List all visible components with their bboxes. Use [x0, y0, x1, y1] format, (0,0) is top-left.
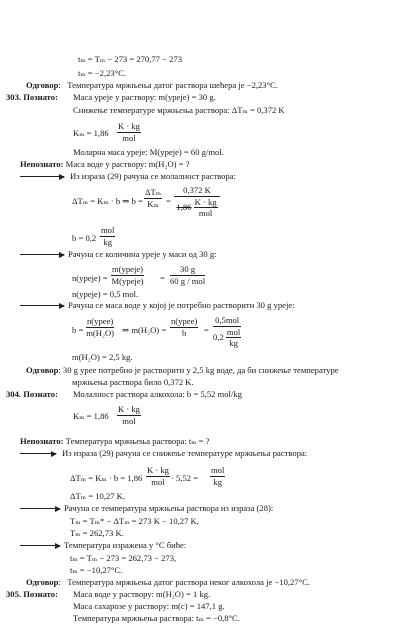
step-line: Рачуна се маса воде у којој је потребно растворити 30 g уреје:: [68, 300, 295, 310]
arrow-icon: [20, 508, 60, 509]
equation-line: tₘ = Tₘ − 273 = 262,73 − 273,: [70, 553, 177, 563]
arrow-icon: [20, 453, 56, 454]
known-line: Температура мржњења раствора: tₘ = −0,8°C.: [73, 613, 240, 623]
fraction: [146, 466, 170, 486]
fraction-denominator: kg: [103, 236, 112, 247]
fraction: [100, 226, 115, 246]
unknown-text: Температура мржњења раствора: tₘ = ?: [65, 436, 210, 446]
problem-header: 305. Познато:: [6, 589, 58, 599]
fraction: [170, 317, 198, 337]
fraction-numerator: K · kg: [118, 404, 140, 414]
known-line: Молалност раствора алкохола: b = 5,52 mol/kg: [73, 389, 242, 399]
known-line: Маса уреје у раствору: m(уреје) = 30 g.: [73, 92, 216, 102]
unknown-label: Непознато: [20, 159, 61, 169]
step-line: Из израза (29) рачуна се снижење температуре мржњења раствора:: [62, 448, 308, 458]
equation-line: ΔTₘ = 10,27 K.: [70, 491, 126, 501]
fraction: [174, 186, 220, 218]
fraction-numerator: mol: [101, 225, 115, 235]
answer-text: 30 g урее потребно је растворити у 2,5 kg воде, да би снижење температуре: [62, 365, 339, 375]
problem-header: 304. Познато:: [6, 389, 58, 399]
answer-text: Температура мржњења датог раствора шећера је −2,23°C.: [67, 80, 278, 90]
fraction-numerator: ΔTₘ: [145, 187, 162, 197]
equals-sign: =: [204, 325, 209, 335]
fraction-denominator: [174, 197, 220, 218]
answer-label: Одговор: [26, 80, 59, 90]
problem-number: 304.: [6, 389, 22, 399]
arrow-icon: [20, 254, 64, 255]
fraction-denominator: kg: [229, 338, 238, 349]
arrow-icon: [20, 305, 64, 306]
fraction: [111, 265, 144, 285]
fraction: [213, 316, 241, 348]
arrow-icon: [20, 176, 64, 177]
fraction: [117, 405, 141, 425]
equation-line: n(уреје) =: [72, 273, 108, 283]
answer-label: Одговор: [26, 577, 59, 587]
answer-label: Одговор: [26, 365, 59, 375]
fraction-numerator: mol: [211, 465, 225, 475]
fraction: [117, 122, 141, 142]
fraction: [226, 328, 241, 348]
known-line: Снижење температуре мржњења раствора: ΔTₘ = 0,372 K: [73, 105, 285, 115]
fraction: [144, 188, 162, 208]
fraction: [210, 466, 225, 486]
answer-text: Температура мржњења датог раствора неког алкохола је −10,27°C.: [67, 577, 310, 587]
equation-line: ΔTₘ = Kₘ · b ⇒ b =: [72, 196, 143, 206]
fraction-numerator: K · kg: [147, 465, 169, 475]
step-line: Из израза (29) рачуна се молалност раствора:: [70, 171, 236, 181]
problem-header: 303. Познато:: [6, 92, 58, 102]
step-line: Температура изражена у °C биће:: [64, 540, 187, 550]
fraction-numerator: n(урее): [87, 316, 114, 326]
answer-line: Одговор: 30 g урее потребно је растворити у 2,5 kg воде, да би снижење температуре: [26, 365, 339, 375]
equation-line: Tₘ = Tₘ* − ΔTₘ = 273 K − 10,27 K,: [70, 516, 199, 526]
fraction-denominator: mol: [151, 476, 165, 487]
fraction-numerator: m(уреје): [112, 264, 144, 274]
step-line: Рачуна се количина уреје у маси од 30 g:: [68, 249, 217, 259]
fraction-numerator: n(урее): [171, 316, 198, 326]
problem-number: 305.: [6, 589, 22, 599]
fraction: [86, 317, 114, 337]
answer-line: Одговор: Температура мржњења датог раствора неког алкохола је −10,27°C.: [26, 577, 310, 587]
equation-line: tₘ = Tₘ − 273 = 270,77 − 273: [78, 54, 183, 64]
km-constant: [73, 129, 109, 138]
equation-line: ⇒ m(H₂O) =: [122, 325, 167, 335]
cancelled-value: 1,86: [176, 201, 192, 212]
fraction-value: 0,2: [213, 331, 224, 342]
fraction-denominator: 60 g / mol: [170, 275, 206, 286]
fraction-denominator: mol: [198, 208, 213, 219]
fraction-denominator: M(уреје): [111, 275, 144, 286]
equation-line: b = 0,2: [72, 233, 97, 243]
fraction-denominator: mol: [122, 132, 136, 143]
fraction-denominator: mol: [122, 415, 136, 426]
km-lhs: Kₘ = 1,86: [73, 128, 109, 138]
unknown-text: Маса воде у раствору: m(H₂O) = ?: [65, 159, 190, 169]
fraction-numerator: 30 g: [170, 265, 205, 276]
equals-sign: =: [160, 273, 165, 283]
arrow-icon: [20, 545, 60, 546]
fraction-denominator: m(H₂O): [86, 327, 115, 338]
known-line: Маса сахарозе у раствору: m(c) = 147,1 g.: [73, 601, 225, 611]
equation-line: b =: [72, 325, 84, 335]
unknown-line: Непознато: Маса воде у раствору: m(H₂O) = ?: [20, 159, 190, 169]
fraction-denominator: [213, 327, 241, 348]
equation-line: m(H₂O) = 2,5 kg.: [72, 352, 133, 362]
equals-sign: =: [166, 196, 171, 206]
equation-line: · 5,52 =: [171, 473, 199, 483]
known-label: Познато: [23, 589, 56, 599]
fraction-numerator: K · kg: [194, 196, 217, 207]
equation-line: n(уреје) = 0,5 mol.: [72, 289, 139, 299]
fraction-numerator: 0,372 K: [174, 186, 220, 197]
fraction-denominator: b: [181, 327, 187, 338]
fraction-numerator: 0,5mol: [213, 316, 241, 327]
fraction-denominator: Kₘ: [147, 198, 159, 209]
known-label: Познато: [23, 389, 56, 399]
fraction-numerator: mol: [226, 326, 241, 337]
answer-line: Одговор: Температура мржњења датог раствора шећера је −2,23°C.: [26, 80, 278, 90]
fraction: [194, 198, 218, 218]
known-line: Моларна маса уреје: M(уреје) = 60 g/mol.: [73, 147, 224, 157]
equation-line: Tₘ = 262,73 K.: [70, 528, 124, 538]
step-line: Рачуна се температура мржњења раствора из израза (28):: [64, 503, 274, 513]
km-lhs: Kₘ = 1,86: [73, 411, 109, 421]
unknown-line: Непознато: Температура мржњења раствора: tₘ = ?: [20, 436, 210, 446]
fraction: [170, 265, 205, 285]
fraction-denominator: kg: [213, 476, 222, 487]
known-label: Познато: [23, 92, 56, 102]
answer-line: мржњења раствора било 0,372 K.: [72, 377, 194, 387]
equation-line: tₘ = −10,27°C.: [70, 565, 123, 575]
unknown-label: Непознато: [20, 436, 61, 446]
equation-line: tₘ = −2,23°C.: [78, 68, 127, 78]
km-constant: [73, 412, 109, 421]
fraction-numerator: K · kg: [118, 121, 140, 131]
problem-number: 303.: [6, 92, 22, 102]
equation-line: ΔTₘ = Kₘ · b = 1,86: [70, 473, 143, 483]
known-line: Маса воде у раствору: m(H₂O) = 1 kg.: [73, 589, 211, 599]
